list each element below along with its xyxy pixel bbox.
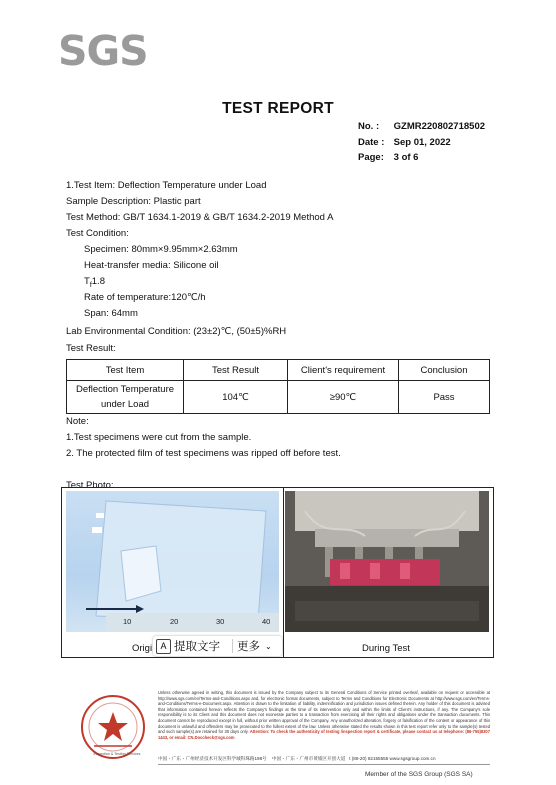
tf-symbol: T xyxy=(84,276,90,287)
rate-of-temperature: Rate of temperature:120℃/h xyxy=(84,292,206,303)
cell-test-item xyxy=(67,381,184,414)
footer-address xyxy=(158,756,436,762)
red-seal-icon xyxy=(80,694,146,760)
report-date xyxy=(358,137,451,148)
cell-test-result: 104℃ xyxy=(184,381,288,414)
chevron-down-icon: ⌄ xyxy=(265,641,272,651)
report-date-value: Sep 01, 2022 xyxy=(393,137,451,148)
specimen: Specimen: 80mm×9.95mm×2.63mm xyxy=(84,244,238,255)
header-test-item: Test Item xyxy=(67,360,184,381)
logo-text: SGS xyxy=(58,27,148,75)
test-photo-label: Test Photo: xyxy=(66,480,114,491)
lab-environment: Lab Environmental Condition: (23±2)℃, (50±5)%RH xyxy=(66,326,287,337)
photo-divider xyxy=(283,487,284,658)
toolbar-divider xyxy=(232,639,233,653)
report-title: TEST REPORT xyxy=(222,100,334,117)
result-table xyxy=(66,359,490,414)
company-seal xyxy=(80,694,146,760)
header-client-requirement: Client's requirement xyxy=(288,360,399,381)
span: Span: 64mm xyxy=(84,308,138,319)
footer-address-1: 中国・广东・广州经济技术开发区科学城科珠路198号 xyxy=(158,756,267,761)
tf-value xyxy=(84,276,105,289)
sample-description: Sample Description: Plastic part xyxy=(66,196,201,207)
cell-test-item-line1: Deflection Temperature xyxy=(75,384,175,395)
footer-member: Member of the SGS Group (SGS SA) xyxy=(365,771,473,778)
test-condition-heading: Test Condition: xyxy=(66,228,129,239)
table-row xyxy=(67,381,490,414)
footer-disclaimer xyxy=(158,690,490,740)
tf-number: 1.8 xyxy=(91,276,105,287)
specimen-photo xyxy=(66,491,279,632)
heat-transfer-media: Heat-transfer media: Silicone oil xyxy=(84,260,219,271)
header-conclusion: Conclusion xyxy=(399,360,490,381)
more-label: 更多 xyxy=(237,641,260,653)
header-test-result: Test Result xyxy=(184,360,288,381)
footer-address-2: 中国・广东・广州市黄埔区开创大道 xyxy=(271,756,346,761)
note-1: 1.Test specimens were cut from the sample. xyxy=(66,432,252,443)
extract-text-button[interactable] xyxy=(156,638,220,654)
tf-subscript: f xyxy=(89,281,92,289)
note-label: Note: xyxy=(66,416,89,427)
report-page xyxy=(358,152,418,163)
caption-during-test: During Test xyxy=(362,643,410,654)
report-date-label: Date : xyxy=(358,137,385,148)
footer-disclaimer-text: Unless otherwise agreed in writing, this document is issued by the Company subject to its General Conditions of Service printed overleaf, available on request or accessible at http://www.sgs.com/en/Terms-and-Conditions.aspx and, for electronic format documents, subject to Terms and Conditions for Electronic Documents at http://www.sgs.com/en/Terms-and-Conditions/Terms-e-Document.aspx. Attention is drawn to the limitation of liability, indemnification and jurisdiction issues defined therein. Any holder of this document is advised that information contained hereon reflects the Company's findings at the time of its intervention only and within the limits of Client's instructions, if any. The Company's sole responsibility is to its Client and this document does not exonerate parties to a transaction from exercising all their rights and obligations under the transaction documents. This document cannot be reproduced except in full, without prior written approval of the Company. Any unauthorized alteration, forgery or falsification of the content or appearance of this document is unlawful and offenders may be prosecuted to the fullest extent of the law. Unless otherwise stated the results shown in this test report refer only to the sample(s) tested and such sample(s) are retained for 30 days only. xyxy=(158,690,490,735)
specimen-photo-graphic xyxy=(66,491,279,632)
footer-phone: t (86-20) 82155555 www.sgsgroup.com.cn xyxy=(349,756,436,761)
extract-text-label: 提取文字 xyxy=(174,641,220,653)
cell-conclusion: Pass xyxy=(399,381,490,414)
cell-requirement: ≥90℃ xyxy=(288,381,399,414)
report-number-label: No. : xyxy=(358,121,380,132)
ruler-label-10: 10 xyxy=(123,617,132,626)
note-2: 2. The protected film of test specimens was ripped off before test. xyxy=(66,448,341,459)
text-extract-icon: A xyxy=(156,639,171,654)
seal-caption: Inspection & Testing Services xyxy=(93,752,141,756)
report-page-label: Page: xyxy=(358,152,384,163)
sgs-logo xyxy=(57,25,148,81)
cell-test-item-line2: under Load xyxy=(100,399,150,410)
report-page-value: 3 of 6 xyxy=(393,152,419,163)
test-result-heading: Test Result: xyxy=(66,343,116,354)
table-header-row xyxy=(67,360,490,381)
report-number xyxy=(358,121,485,132)
apparatus-photo-graphic xyxy=(285,491,489,632)
footer-rule xyxy=(158,764,490,765)
caption-original: Origi xyxy=(132,643,153,654)
ruler-label-30: 30 xyxy=(216,617,225,626)
ruler-label-40: 40 xyxy=(262,617,271,626)
apparatus-photo xyxy=(285,491,489,632)
ruler-label-20: 20 xyxy=(170,617,179,626)
report-number-value: GZMR220802718502 xyxy=(393,121,486,132)
test-item: 1.Test Item: Deflection Temperature under Load xyxy=(66,180,267,191)
more-button[interactable] xyxy=(237,638,272,654)
footer-attention: Attention: To check the authenticity of testing /inspection report & certificate, please contact us at telephone: (86-755)8307 1443, or email: CN.Doccheck@sgs.com xyxy=(158,729,490,740)
test-method: Test Method: GB/T 1634.1-2019 & GB/T 1634.2-2019 Method A xyxy=(66,212,334,223)
floating-toolbar xyxy=(153,636,282,656)
